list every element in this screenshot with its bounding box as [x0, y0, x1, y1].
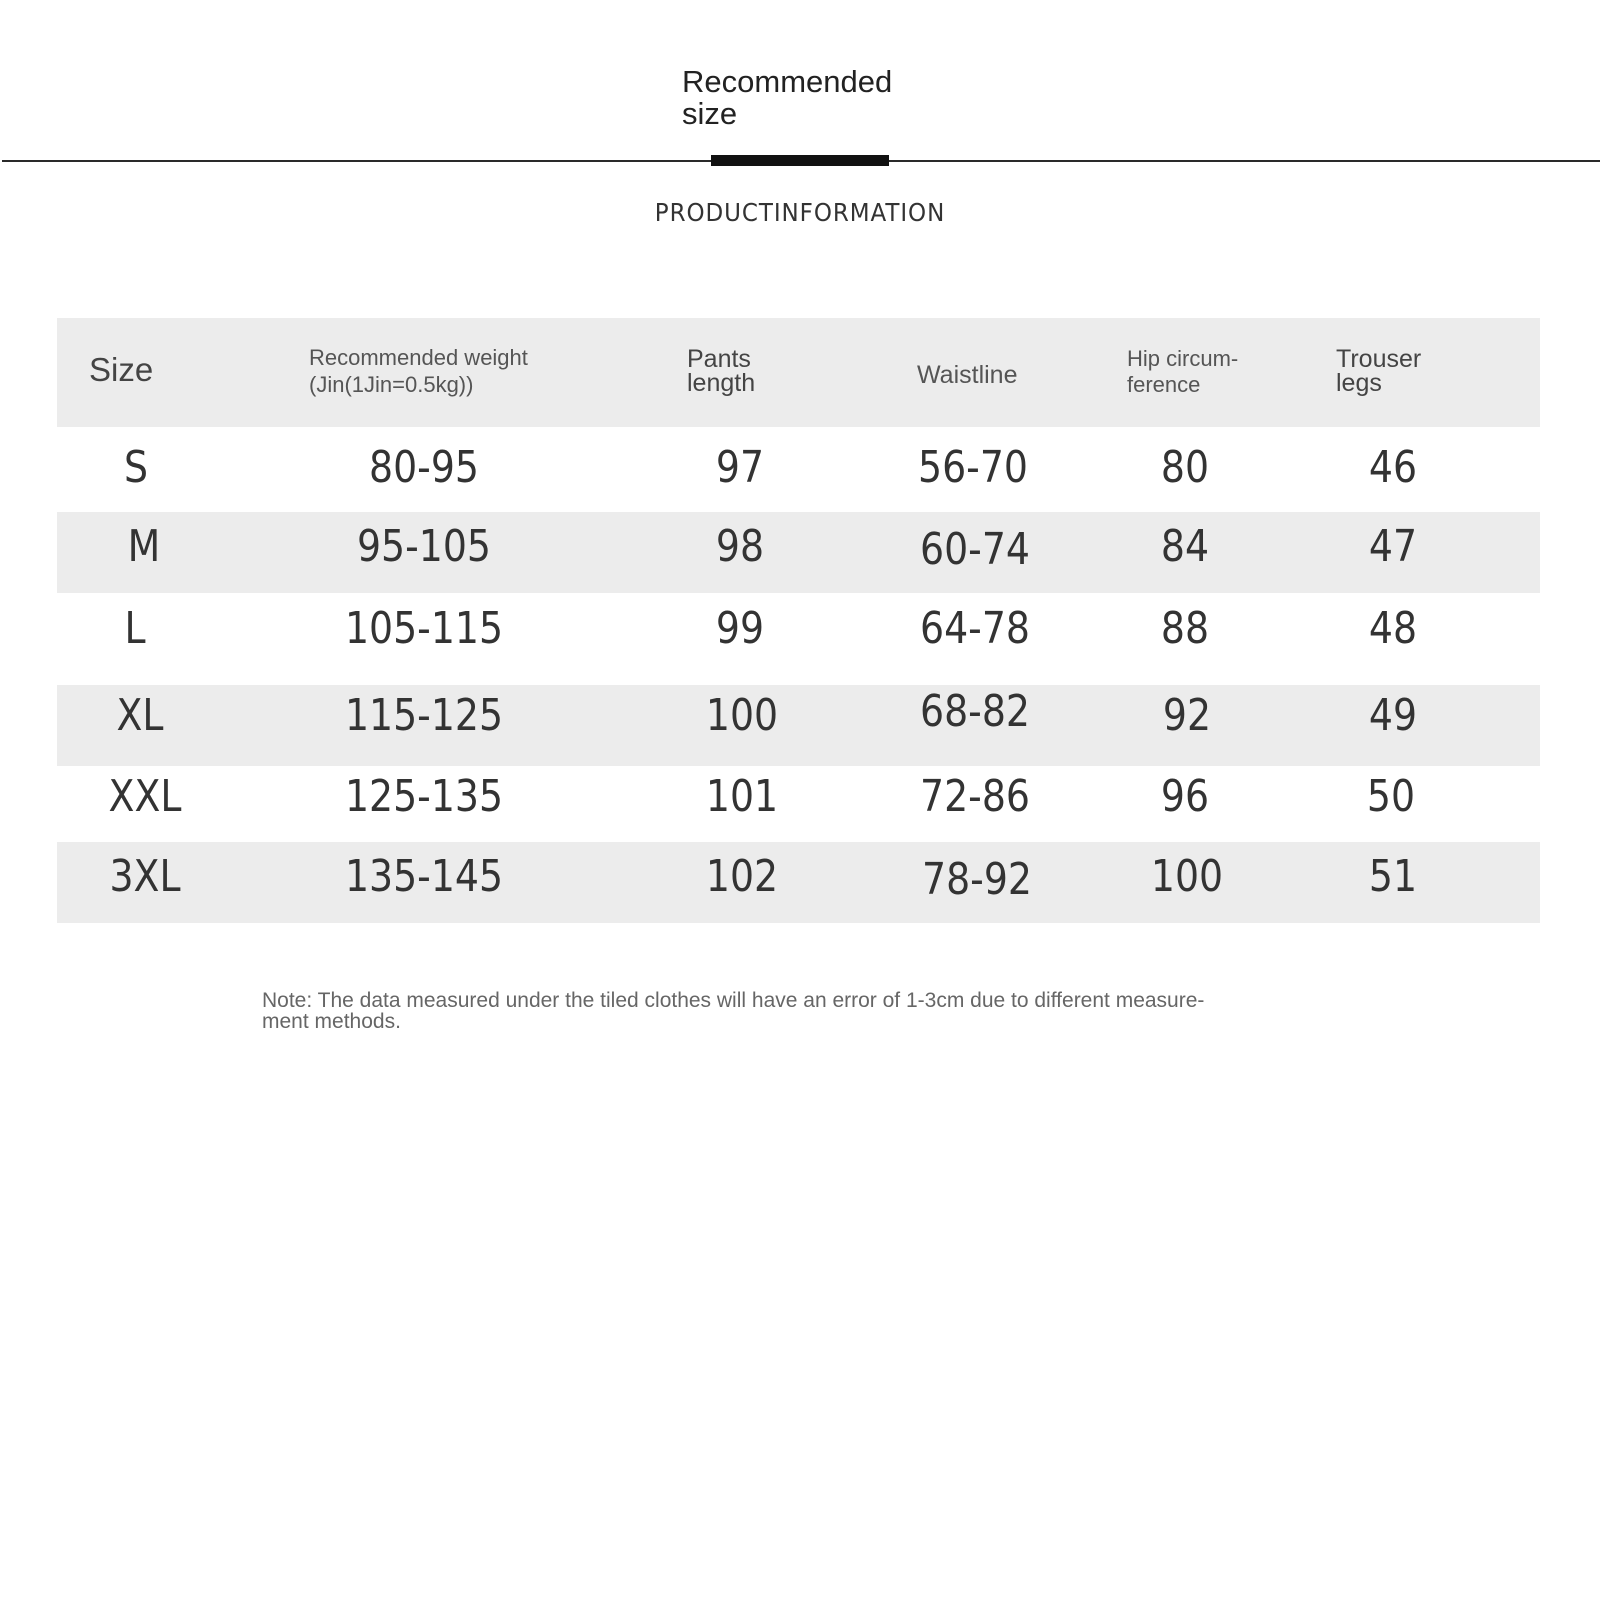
cell-hip: 80: [1160, 442, 1210, 493]
cell-waistline: 64-78: [920, 603, 1030, 654]
cell-pants-length: 98: [715, 521, 765, 572]
cell-trouser-legs: 51: [1368, 851, 1418, 902]
cell-hip: 84: [1160, 521, 1210, 572]
header-size: Size: [89, 351, 154, 388]
cell-waistline: 72-86: [920, 771, 1030, 822]
cell-size: L: [124, 603, 146, 654]
cell-size: S: [123, 442, 149, 493]
table-row-band: [57, 842, 1540, 923]
cell-trouser-legs: 48: [1368, 603, 1418, 654]
cell-weight: 135-145: [344, 851, 504, 902]
table-row-band: [57, 512, 1540, 593]
cell-hip: 96: [1160, 771, 1210, 822]
cell-pants-length: 99: [715, 603, 765, 654]
cell-waistline: 56-70: [918, 442, 1028, 493]
cell-pants-length: 102: [705, 851, 779, 902]
cell-pants-length: 101: [705, 771, 779, 822]
cell-waistline: 78-92: [922, 854, 1032, 905]
cell-size: M: [127, 521, 161, 572]
cell-trouser-legs: 47: [1368, 521, 1418, 572]
cell-pants-length: 100: [705, 690, 779, 741]
cell-hip: 88: [1160, 603, 1210, 654]
cell-size: XL: [116, 690, 164, 741]
cell-trouser-legs: 50: [1366, 771, 1416, 822]
cell-weight: 80-95: [369, 442, 479, 493]
cell-weight: 125-135: [344, 771, 504, 822]
header-pants-length: Pants length: [687, 345, 756, 397]
cell-weight: 95-105: [356, 521, 492, 572]
page-title: Recommended size: [682, 64, 893, 131]
table-row-band: [57, 685, 1540, 766]
table-header-band: [57, 318, 1540, 427]
cell-pants-length: 97: [715, 442, 765, 493]
cell-waistline: 68-82: [920, 686, 1030, 737]
measurement-note: Note: The data measured under the tiled clothes will have an error of 1-3cm due to different measure- ment methods.: [262, 989, 1205, 1033]
cell-trouser-legs: 49: [1368, 690, 1418, 741]
header-recommended-weight: Recommended weight (Jin(1Jin=0.5kg)): [309, 345, 528, 397]
cell-hip: 100: [1150, 851, 1224, 902]
cell-hip: 92: [1162, 690, 1212, 741]
cell-trouser-legs: 46: [1368, 442, 1418, 493]
cell-size: 3XL: [109, 851, 181, 902]
header-hip-circumference: Hip circum- ference: [1127, 346, 1239, 397]
cell-size: XXL: [108, 771, 182, 822]
cell-waistline: 60-74: [920, 524, 1030, 575]
section-subtitle: PRODUCTINFORMATION: [654, 198, 946, 227]
divider-accent-bar: [711, 155, 889, 166]
header-waistline: Waistline: [917, 361, 1018, 389]
header-trouser-legs: Trouser legs: [1336, 345, 1422, 397]
cell-weight: 105-115: [344, 603, 504, 654]
cell-weight: 115-125: [344, 690, 504, 741]
